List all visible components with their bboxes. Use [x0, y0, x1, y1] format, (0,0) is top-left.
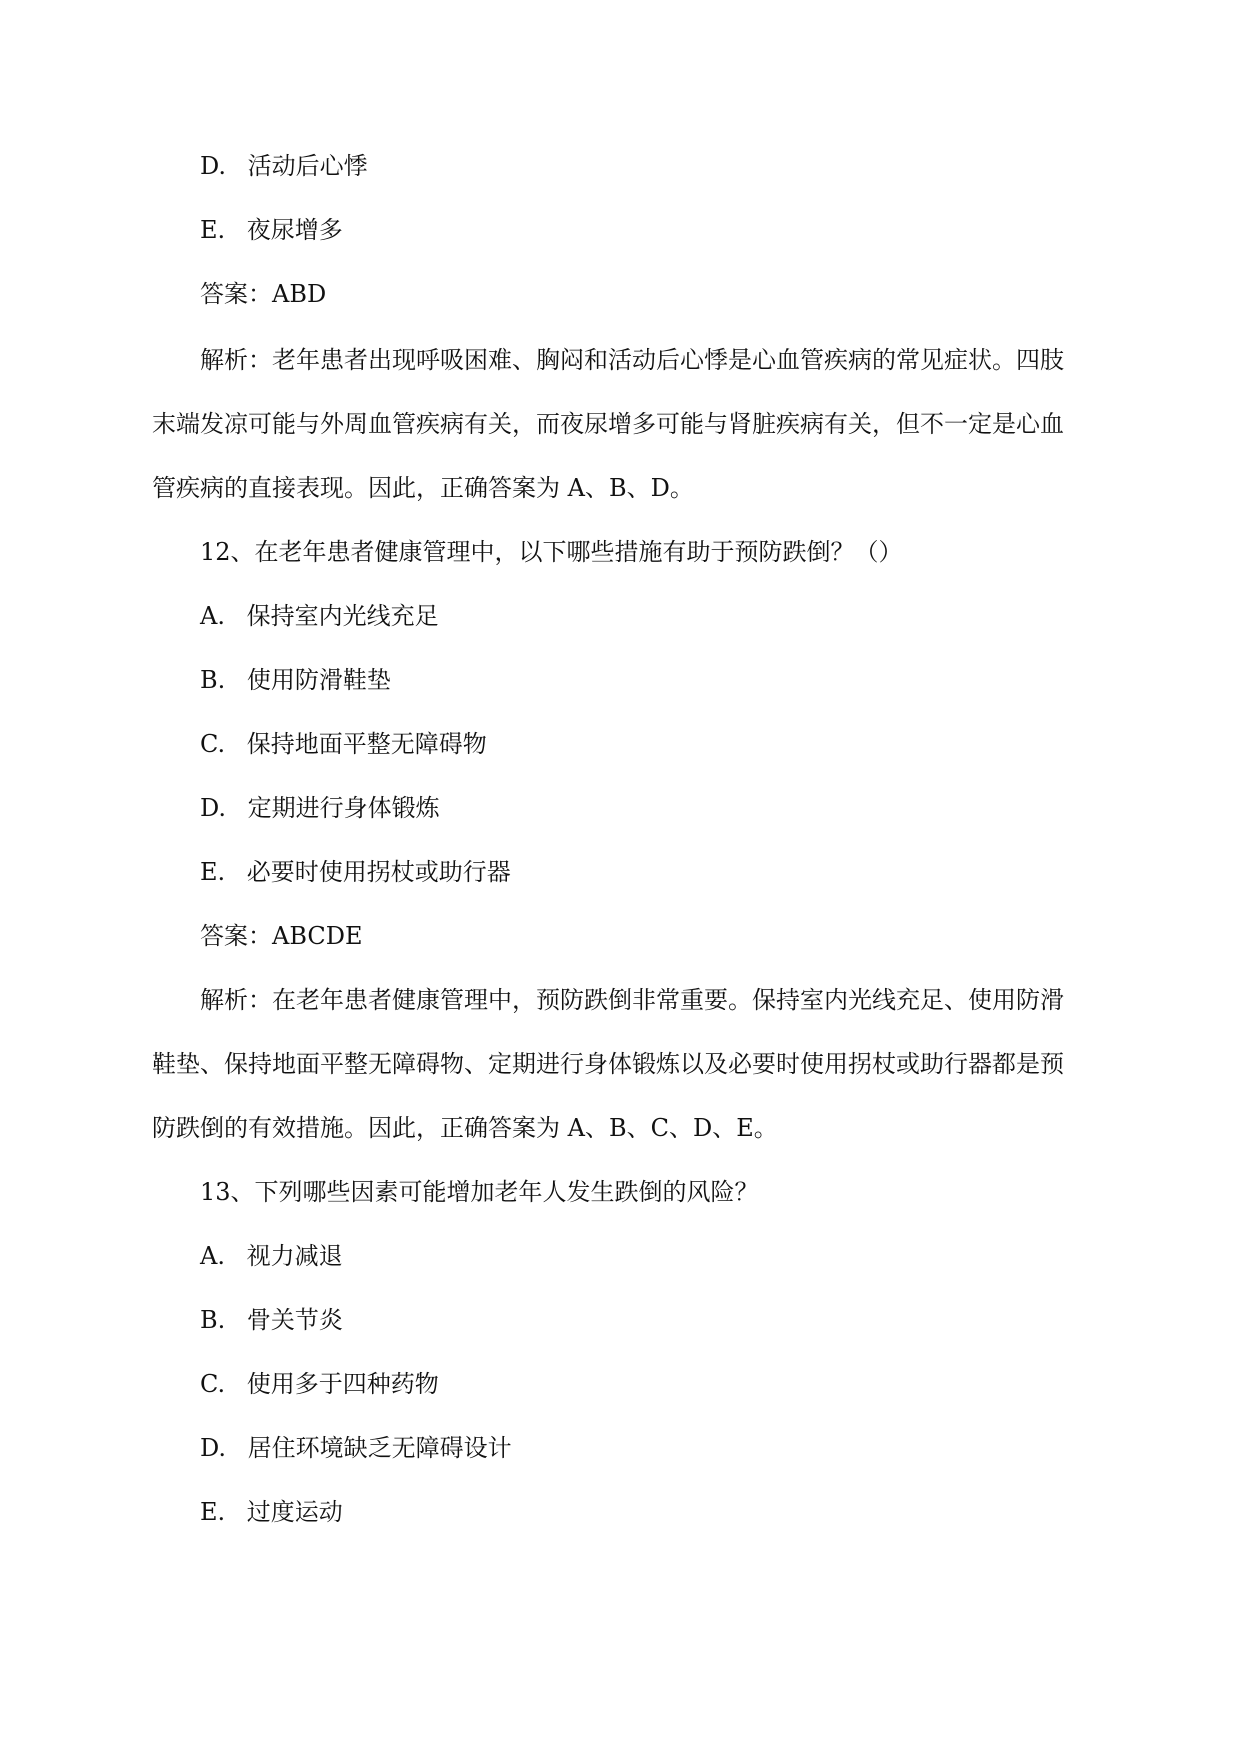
option-text: 使用防滑鞋垫	[246, 666, 391, 694]
option-text: 骨关节炎	[246, 1306, 343, 1334]
option-text: 定期进行身体锻炼	[247, 794, 440, 822]
option-q13-c	[200, 1369, 439, 1399]
option-letter: B.	[200, 1306, 226, 1334]
option-q12-c	[200, 729, 487, 759]
analysis-q12-line-1: 解析：在老年患者健康管理中，预防跌倒非常重要。保持室内光线充足、使用防滑	[200, 986, 1064, 1014]
option-q13-d	[200, 1433, 512, 1463]
option-text: 夜尿增多	[246, 216, 343, 244]
option-letter: C.	[200, 1370, 226, 1398]
option-text: 必要时使用拐杖或助行器	[246, 858, 511, 886]
answer-q11: 答案：ABD	[200, 280, 327, 308]
analysis-q11-line-3: 管疾病的直接表现。因此，正确答案为 A、B、D。	[152, 474, 694, 502]
option-q13-b	[200, 1305, 343, 1335]
option-q12-e	[200, 857, 511, 887]
option-letter: A.	[200, 602, 225, 630]
option-q12-a	[200, 601, 439, 631]
option-q12-b	[200, 665, 391, 695]
option-letter: E.	[200, 1498, 226, 1526]
option-text: 活动后心悸	[247, 152, 368, 180]
option-letter: B.	[200, 666, 226, 694]
option-q13-a	[200, 1241, 343, 1271]
question-q13: 13、下列哪些因素可能增加老年人发生跌倒的风险？	[200, 1178, 759, 1206]
option-letter: C.	[200, 730, 226, 758]
analysis-q12-line-3: 防跌倒的有效措施。因此，正确答案为 A、B、C、D、E。	[152, 1114, 778, 1142]
option-text: 使用多于四种药物	[246, 1370, 439, 1398]
analysis-q11-line-1: 解析：老年患者出现呼吸困难、胸闷和活动后心悸是心血管疾病的常见症状。四肢	[200, 346, 1064, 374]
option-text: 保持室内光线充足	[246, 602, 439, 630]
option-q11-d	[200, 151, 368, 181]
option-q13-e	[200, 1497, 343, 1527]
analysis-q12-line-2: 鞋垫、保持地面平整无障碍物、定期进行身体锻炼以及必要时使用拐杖或助行器都是预	[152, 1050, 1064, 1078]
answer-q12: 答案：ABCDE	[200, 922, 363, 950]
option-letter: A.	[200, 1242, 225, 1270]
option-q11-e	[200, 215, 343, 245]
option-text: 过度运动	[246, 1498, 343, 1526]
option-letter: E.	[200, 858, 226, 886]
option-letter: D.	[200, 794, 227, 822]
option-letter: D.	[200, 152, 227, 180]
option-text: 居住环境缺乏无障碍设计	[247, 1434, 512, 1462]
question-q12: 12、在老年患者健康管理中，以下哪些措施有助于预防跌倒？（）	[200, 538, 903, 566]
option-text: 保持地面平整无障碍物	[246, 730, 487, 758]
analysis-q11-line-2: 末端发凉可能与外周血管疾病有关，而夜尿增多可能与肾脏疾病有关，但不一定是心血	[152, 410, 1064, 438]
option-text: 视力减退	[246, 1242, 343, 1270]
option-letter: E.	[200, 216, 226, 244]
option-q12-d	[200, 793, 440, 823]
option-letter: D.	[200, 1434, 227, 1462]
